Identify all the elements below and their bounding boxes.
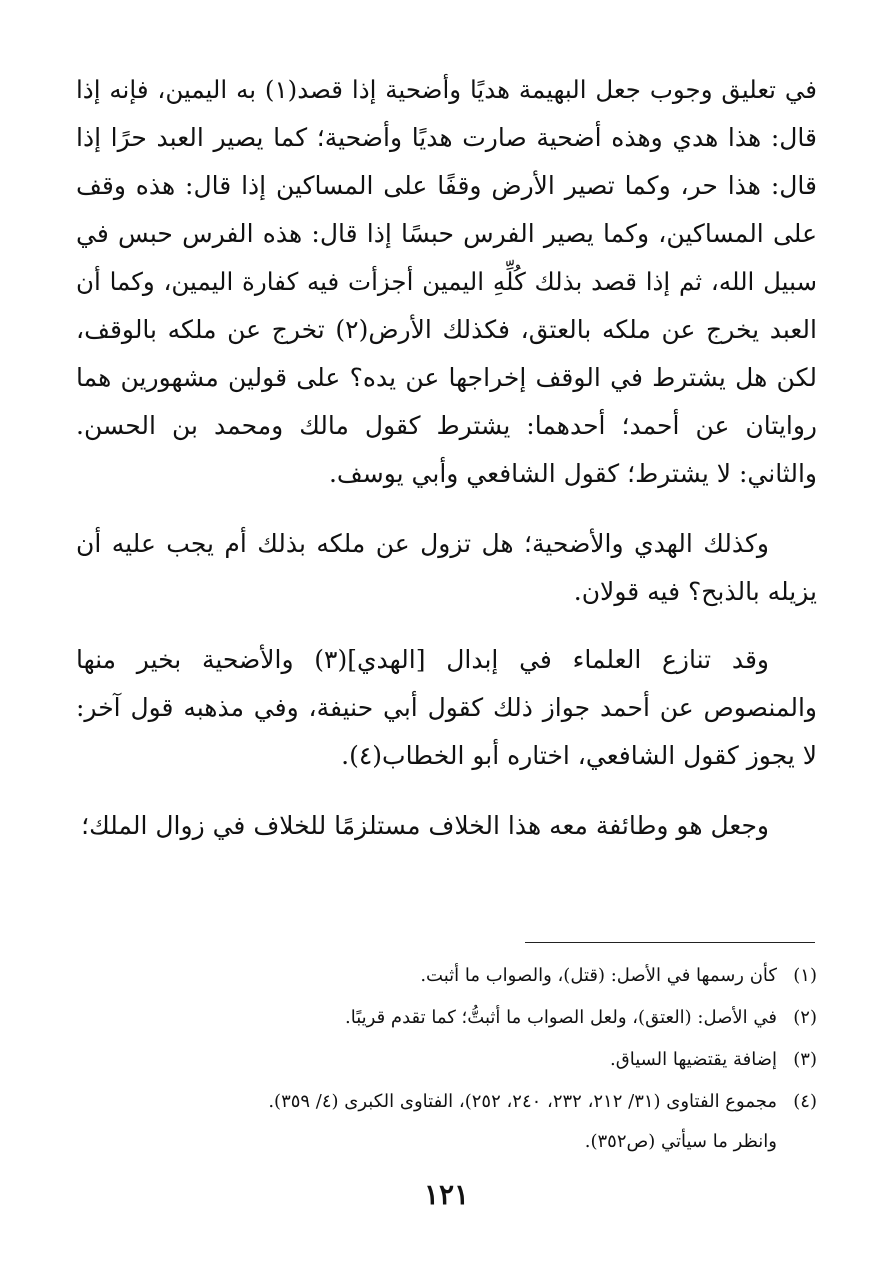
footnote-text xyxy=(76,956,777,996)
footnote-text xyxy=(76,998,777,1038)
text-line: في تعليق وجوب جعل البهيمة هديًا وأضحية إذا قصد(١) به اليمين، فإنه إذا xyxy=(76,75,817,104)
text-line: العبد يخرج عن ملكه بالعتق، فكذلك الأرض(٢) تخرج عن ملكه بالوقف، xyxy=(76,315,817,344)
footnote-line: وانظر ما سيأتي (ص٣٥٢). xyxy=(584,1131,777,1152)
text-line: سبيل الله، ثم إذا قصد بذلك كُلِّهِ اليمين أجزأت فيه كفارة اليمين، وكما أن xyxy=(76,267,817,296)
footnote-line: كأن رسمها في الأصل: (قتل)، والصواب ما أثبت. xyxy=(420,965,777,986)
footnotes xyxy=(76,956,817,1164)
text-line: على المساكين، وكما يصير الفرس حبسًا إذا قال: هذه الفرس حبس في xyxy=(76,219,817,248)
paragraph-2 xyxy=(76,520,817,616)
footnote-number: (١) xyxy=(793,965,817,986)
footnote-text xyxy=(76,1082,777,1162)
text-line: والثاني: لا يشترط؛ كقول الشافعي وأبي يوسف. xyxy=(328,459,817,488)
footnote-line: في الأصل: (العتق)، ولعل الصواب ما أثبتُّ؛ كما تقدم قريبًا. xyxy=(345,1007,777,1028)
paragraph-1 xyxy=(76,66,817,498)
main-text xyxy=(76,66,817,870)
footnote-4 xyxy=(76,1082,817,1162)
text-line: لا يجوز كقول الشافعي، اختاره أبو الخطاب(٤). xyxy=(341,741,817,770)
footnote-divider xyxy=(525,942,815,943)
footnote-2 xyxy=(76,998,817,1038)
text-line: قال: هذا حر، وكما تصير الأرض وقفًا على المساكين إذا قال: هذه وقف xyxy=(76,171,817,200)
footnote-3 xyxy=(76,1040,817,1080)
footnote-line: مجموع الفتاوى (٣١/ ٢١٢، ٢٣٢، ٢٤٠، ٢٥٢)، الفتاوى الكبرى (٤/ ٣٥٩). xyxy=(268,1091,777,1112)
footnote-line: إضافة يقتضيها السياق. xyxy=(610,1049,777,1070)
text-line: والمنصوص عن أحمد جواز ذلك كقول أبي حنيفة، وفي مذهبه قول آخر: xyxy=(76,693,817,722)
text-line: وكذلك الهدي والأضحية؛ هل تزول عن ملكه بذلك أم يجب عليه أن xyxy=(76,529,769,558)
footnote-text xyxy=(76,1040,777,1080)
text-line: يزيله بالذبح؟ فيه قولان. xyxy=(573,577,817,606)
page-number: ١٢١ xyxy=(423,1178,470,1211)
text-line: لكن هل يشترط في الوقف إخراجها عن يده؟ على قولين مشهورين هما xyxy=(76,363,817,392)
text-line: وقد تنازع العلماء في إبدال [الهدي](٣) والأضحية بخير منها xyxy=(76,645,769,674)
footnote-1 xyxy=(76,956,817,996)
text-line: روايتان عن أحمد؛ أحدهما: يشترط كقول مالك ومحمد بن الحسن. xyxy=(76,411,817,440)
text-line: قال: هذا هدي وهذه أضحية صارت هديًا وأضحية؛ كما يصير العبد حرًا إذا xyxy=(76,123,817,152)
footnote-number: (٤) xyxy=(793,1091,817,1112)
footnote-number: (٣) xyxy=(793,1049,817,1070)
paragraph-4 xyxy=(76,802,817,850)
paragraph-3 xyxy=(76,636,817,780)
footnote-number: (٢) xyxy=(793,1007,817,1028)
text-line: وجعل هو وطائفة معه هذا الخلاف مستلزمًا للخلاف في زوال الملك؛ xyxy=(81,811,769,840)
